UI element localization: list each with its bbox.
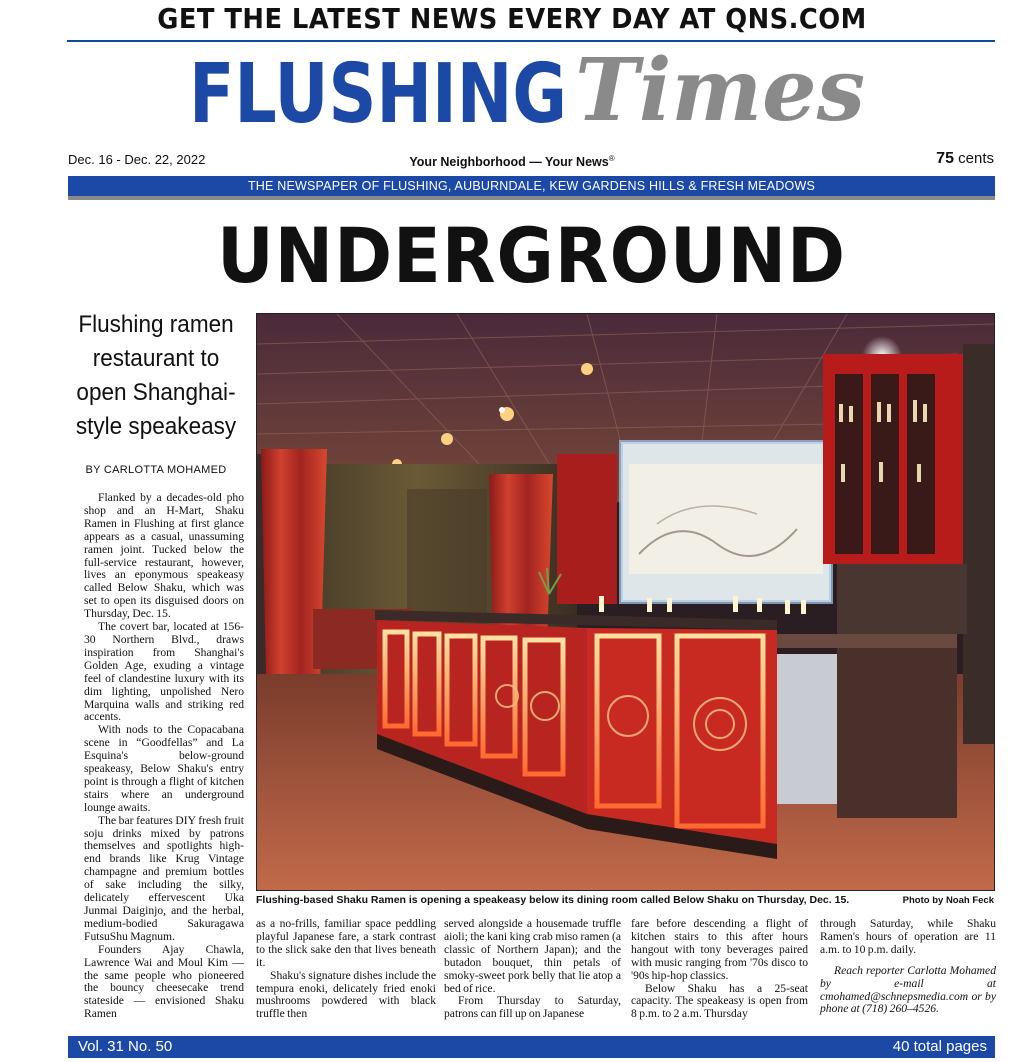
coverage-banner: THE NEWSPAPER OF FLUSHING, AUBURNDALE, KEW GARDENS HILLS & FRESH MEADOWS <box>68 176 995 196</box>
article-column-5 <box>820 918 996 1028</box>
article-column-1 <box>84 491 244 1021</box>
reporter-contact: Reach reporter Carlotta Mohamed by e-mail at cmohamed@schnepsmedia.com or by phone at (718) 260–4526. <box>820 963 996 1016</box>
paragraph: Flanked by a decades-old pho shop and an H-Mart, Shaku Ramen in Flushing at first glance appears as a casual, unassuming ramen joint. Tucked below the full-service restaurant, however, lives an eponymous speakeasy called Below Shaku, which was set to open its disguised doors on Thursday, Dec. 15. <box>84 491 244 621</box>
masthead-word-times: Times <box>575 40 865 141</box>
photo-credit: Photo by Noah Feck <box>902 895 994 906</box>
paragraph: served alongside a housemade truffle aioli; the kani king crab miso ramen (a classic of Northern Japan); and the butadon bouquet, thin petals of smoky-sweet pork belly that lie atop a bed of rice. <box>444 917 621 995</box>
price-number: 75 <box>936 150 954 167</box>
byline: BY CARLOTTA MOHAMED <box>85 464 227 476</box>
top-banner: GET THE LATEST NEWS EVERY DAY AT QNS.COM <box>157 2 867 35</box>
issue-price <box>936 150 994 168</box>
masthead-logo <box>67 42 995 154</box>
issue-date: Dec. 16 - Dec. 22, 2022 <box>68 152 206 167</box>
tagline-text: Your Neighborhood — Your News <box>409 155 609 170</box>
volume-number: Vol. 31 No. 50 <box>78 1038 173 1055</box>
article-column-2 <box>256 918 436 1028</box>
price-unit: cents <box>958 150 994 167</box>
paragraph: From Thursday to Saturday, patrons can fill up on Japanese <box>444 994 621 1021</box>
subhead: Flushing ramen restaurant to open Shanghai-style speakeasy <box>75 311 237 440</box>
footer-bar <box>68 1036 995 1058</box>
paragraph: With nods to the Copacabana scene in “Goodfellas” and La Esquina's below-ground speakeasy, Below Shaku's entry point is through a flight of kitchen stairs where an underground lounge awaits. <box>84 723 244 814</box>
headline: UNDERGROUND <box>216 211 847 300</box>
paragraph: Shaku's signature dishes include the tempura enoki, delicately fried enoki mushrooms powdered with black truffle then <box>256 968 436 1021</box>
paragraph: Below Shaku has a 25-seat capacity. The speakeasy is open from 8 p.m. to 2 a.m. Thursday <box>631 981 808 1021</box>
masthead-logo-svg <box>67 42 995 154</box>
article-column-3 <box>444 918 621 1028</box>
registered-mark: ® <box>608 154 615 163</box>
paragraph: as a no-frills, familiar space peddling playful Japanese fare, a stark contrast to the slick sake den that lives beneath it. <box>256 917 436 969</box>
paragraph: The bar features DIY fresh fruit soju drinks mixed by patrons themselves and spotlights high-end brands like Krug Vintage champagne and premium bottles of sake including the silky, delicately effervescent Uka Junmai Daiginjo, and the herbal, medium-bodied Sakuragawa FutsuShu Magnum. <box>84 813 244 943</box>
page-count: 40 total pages <box>892 1038 987 1055</box>
lead-photo <box>256 313 995 891</box>
paragraph: through Saturday, while Shaku Ramen's hours of operation are 11 a.m. to 10 p.m. daily. <box>820 917 996 956</box>
bar-interior-illustration <box>257 314 994 890</box>
paragraph: The covert bar, located at 156-30 Northern Blvd., draws inspiration from Shanghai's Golden Age, exuding a vintage feel of clandestine luxury with its dim lighting, unpolished Nero Marquina walls and striking red accents. <box>84 620 244 724</box>
masthead-word-flushing: FLUSHING <box>189 47 567 142</box>
paragraph: Founders Ajay Chawla, Lawrence Wai and Moul Kim — the same people who pioneered the bouncy cheesecake trend stateside — envisioned Shaku Ramen <box>84 942 244 1021</box>
masthead-tagline <box>0 154 1024 169</box>
coverage-underline <box>68 196 995 200</box>
photo-caption: Flushing-based Shaku Ramen is opening a speakeasy below its dining room called Below Shaku on Thursday, Dec. 15. <box>256 894 850 906</box>
article-column-4 <box>631 918 808 1028</box>
paragraph: fare before descending a flight of kitchen stairs to this after hours hangout with tony beverages paired with music ranging from '70s disco to '90s hip-hop classics. <box>631 917 808 982</box>
